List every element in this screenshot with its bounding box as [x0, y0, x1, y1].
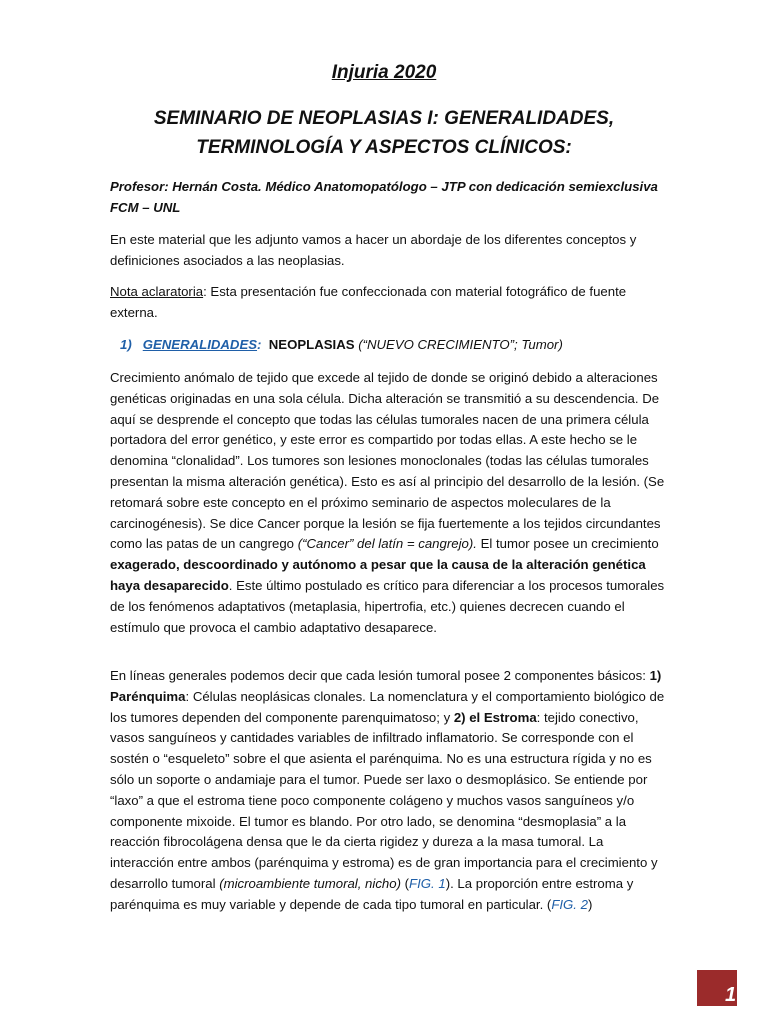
section-colon: :: [257, 337, 262, 352]
author-line: Profesor: Hernán Costa. Médico Anatomopatólogo – JTP con dedicación semiexclusiva FCM – UNL: [110, 179, 658, 215]
section-subtitle: (“NUEVO CRECIMIENTO”; Tumor): [358, 337, 563, 352]
note-text: : Esta presentación fue confeccionada con material fotográfico de fuente externa.: [110, 284, 627, 320]
section-link-generalidades[interactable]: GENERALIDADES: [142, 337, 258, 352]
intro-paragraph: En este material que les adjunto vamos a hacer un abordaje de los diferentes conceptos y definiciones asociados a las neoplasias.: [110, 232, 637, 268]
note-label: Nota aclaratoria: [110, 284, 204, 299]
para2-text-6: ): [587, 896, 593, 912]
paragraph-neoplasia-definition: [110, 368, 670, 638]
note-paragraph: [110, 282, 670, 324]
para2-text-2: : Células neoplásicas clonales. La nomenclatura y el comportamiento biológico de los tumores dependen del componente parenquimatoso; y: [110, 688, 665, 725]
section-subject: NEOPLASIAS: [268, 337, 355, 352]
page-number-badge: [697, 970, 737, 1006]
main-title-line-2: TERMINOLOGÍA Y ASPECTOS CLÍNICOS:: [196, 137, 572, 158]
para2-italic-1: (microambiente tumoral, nicho): [219, 875, 401, 891]
para2-text-5: ). La proporción entre estroma y parénquima es muy variable y depende de cada tipo tumoral en particular. (: [110, 875, 634, 912]
main-title-line-1: SEMINARIO DE NEOPLASIAS I: GENERALIDADES,: [153, 108, 615, 129]
paragraph-tumor-components: [110, 666, 670, 916]
para1-bold-1: exagerado, descoordinado y autónomo a pesar que la causa de la alteración genética haya desaparecido: [110, 557, 646, 593]
para2-text-4: (: [400, 875, 410, 891]
para1-italic-1: (“Cancer” del latín = cangrejo).: [297, 536, 477, 552]
para2-bold-1: 1) Parénquima: [110, 668, 662, 704]
para2-text-1: En líneas generales podemos decir que cada lesión tumoral posee 2 componentes básicos:: [110, 668, 650, 683]
fig-1-link[interactable]: FIG. 1: [409, 875, 446, 891]
section-number: 1): [120, 337, 132, 352]
para1-text-1: Crecimiento anómalo de tejido que excede al tejido de donde se originó debido a alteraciones genéticas originadas en una sola célula. Dicha alteración se transmitió a su descendencia. De aquí se desprende el concepto que todas las células tumorales nacen de una primera célula portadora del error genético, y este error es compartido por todas ellas. A este hecho se le denomina “clonalidad”. Los tumores son lesiones monoclonales (todas las células tumorales presentan la misma alteración genética). Esto es así al principio del desarrollo de la lesión. (Se retomará sobre este concepto en el próximo seminario de aspectos moleculares de la carcinogénesis). Se dice Cancer porque la lesión se fija fuertemente a los tejidos circundantes como las patas de un cangrego: [110, 370, 665, 552]
section-heading: [120, 334, 680, 355]
para2-text-3: : tejido conectivo, vasos sanguíneos y cantidades variables de infiltrado inflamatorio. Se corresponde con el sostén o “esqueleto” sobre el que asienta el parénquima. No es una estructura rígida y no es sólo un soporte o andamiaje para el tumor. Puede ser laxo o desmoplásico. Se entiende por “laxo” a que el estroma tiene poco componente colágeno y muchos vasos sanguíneos y/o componente mixoide. El tumor es blando. Por otro lado, se denomina “desmoplasia” a la reacción fibrocolágena densa que le da cierta rigidez y dureza a la masa tumoral. La interacción entre ambos (parénquima y estroma) es de gran importancia para el crecimiento y desarrollo tumoral: [110, 709, 658, 891]
para2-bold-2: 2) el Estroma: [453, 709, 537, 725]
para1-text-2: El tumor posee un crecimiento: [476, 536, 659, 552]
header-title: Injuria 2020: [331, 62, 437, 83]
para1-text-3: . Este último postulado es crítico para diferenciar a los procesos tumorales de los fenómenos adaptativos (metaplasia, hipertrofia, etc.) quienes decrecen cuando el estímulo que provoca el cambio adaptativo desaparece.: [110, 577, 665, 635]
fig-2-link[interactable]: FIG. 2: [551, 896, 588, 912]
page-number: 1: [725, 984, 737, 1006]
main-title: [80, 104, 688, 162]
